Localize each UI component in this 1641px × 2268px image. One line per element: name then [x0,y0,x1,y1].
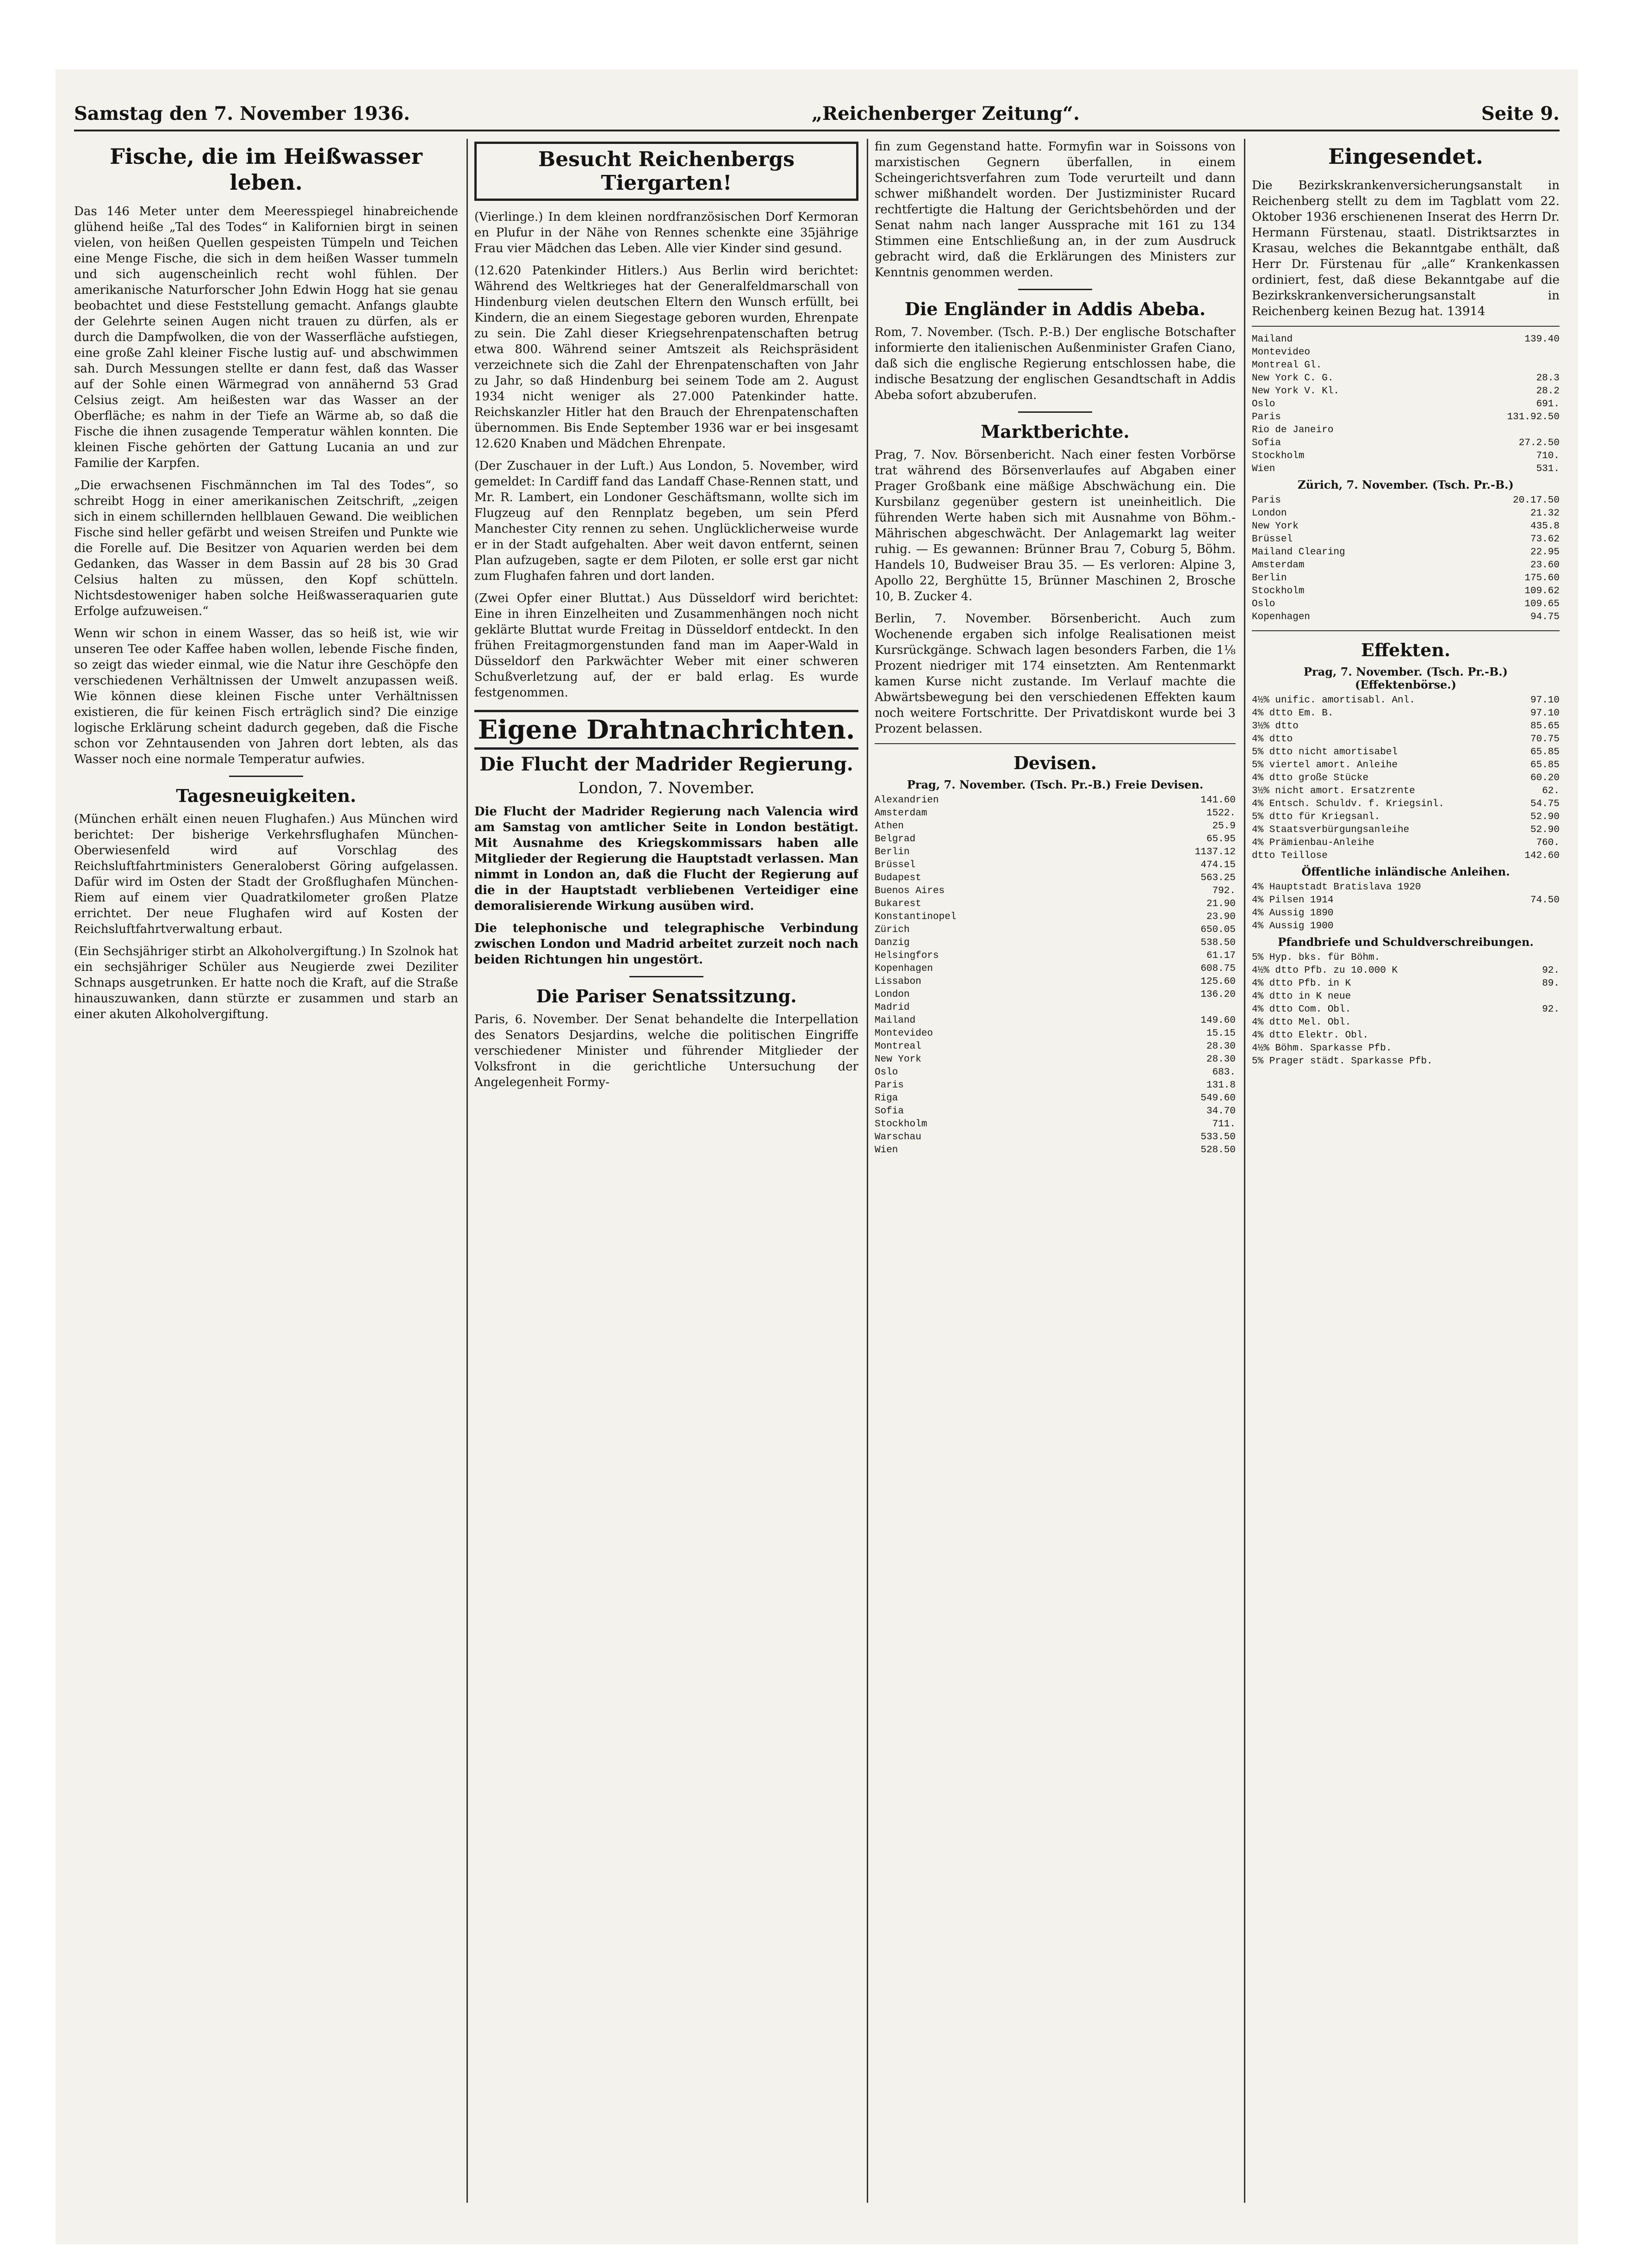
row-label: Amsterdam [1252,560,1305,571]
table-row [875,963,1236,976]
table-row [1252,1003,1560,1016]
headline-devisen: Devisen. [1013,752,1097,773]
table-row [1252,772,1560,785]
table-row [875,1014,1236,1027]
row-value: 28.2 [1536,386,1560,397]
row-value: 65.95 [1206,834,1236,845]
row-label: Montreal Gl. [1252,360,1322,371]
row-label: Athen [875,821,904,832]
row-value: 528.50 [1200,1145,1236,1156]
paragraph: Die Bezirkskrankenversicherungsanstalt in Reichenberg stellt zu dem im Tagblatt vom 22. Oktober 1936 erschienenen Inserat des Herrn Dr. Hermann Fürstenau, staatl. Distriktsarztes in Krasau, welches die Bekanntgabe enthält, daß Herr Dr. Fürstenau für „alle“ Krankenkassen ordiniert, fest, daß diese Bekanntgabe auf die Bezirkskrankenversicherungsanstalt in Reichenberg keinen Bezug hat. 13914 [1252,179,1560,318]
row-label: 4% dtto Em. B. [1252,708,1334,719]
row-label: New York V. Kl. [1252,386,1340,397]
row-value: 435.8 [1530,521,1560,532]
row-label: Amsterdam [875,808,927,819]
row-value: 691. [1536,399,1560,410]
row-label: 4½% unific. amortisabl. Anl. [1252,695,1415,706]
row-label: Zürich [875,925,910,935]
row-value [1509,1016,1560,1029]
paragraph: (Der Zuschauer in der Luft.) Aus London, 5. November, wird gemeldet: In Cardiff fand das Landaff Chase-Rennen statt, und Mr. R. Lambert, ein Londoner Geschäftsmann, wollte sich im Flugzeug auf den Rennplatz begeben, um sein Pferd Manchester City rennen zu sehen. Unglücklicherweise wurde er in der Stadt aufgehalten. Aber weit davon entfernt, seinen Plan aufzugeben, sagte er dem Piloten, er solle erst gar nicht zum Flughafen fahren und dort landen. [474,459,858,583]
zurich-rows [1252,494,1560,624]
row-value: 760. [1536,838,1560,848]
table-row [875,1092,1236,1105]
headline-marktberichte: Marktberichte. [981,421,1130,442]
headline-madrid: Die Flucht der Madrider Regierung. [479,753,853,775]
table-row [1252,977,1560,990]
table-row [875,911,1236,924]
table-caption: Prag, 7. November. (Tsch. Pr.-B.) (Effektenbörse.) [1304,665,1508,691]
table-row [1252,450,1560,463]
table-row [1252,707,1560,720]
row-label: 4% Staatsverbürgungsanleihe [1252,825,1410,835]
table-row [1252,507,1560,520]
divider [1018,411,1092,413]
table-row [1252,837,1560,850]
headline-eingesendet: Eingesendet. [1328,144,1483,169]
row-value: 149.60 [1200,1015,1236,1026]
row-label: dtto Teillose [1252,851,1328,861]
row-value: 21.90 [1206,899,1236,909]
row-label: Montreal [875,1041,921,1052]
table-row [1252,398,1560,411]
table-row [875,1118,1236,1131]
row-label: Konstantinopel [875,912,957,922]
table-row [875,833,1236,846]
table-row [1252,611,1560,624]
table-row [875,1105,1236,1118]
table-row [875,1053,1236,1066]
table-row [1252,533,1560,546]
table-row [1252,1029,1560,1042]
row-value: 563.25 [1200,873,1236,883]
row-label: 4% Aussig 1900 [1252,921,1334,932]
row-value: 21.32 [1530,508,1560,519]
row-value [1185,1001,1236,1014]
table-row [1252,372,1560,385]
column-rule [1244,139,1245,2203]
table-row [1252,572,1560,585]
row-label: Montevideo [1252,347,1311,358]
row-label: 4% Pilsen 1914 [1252,895,1334,906]
paragraph: „Die erwachsenen Fischmännchen im Tal des Todes“, so schreibt Hogg in einer amerikanischen Zeitschrift, „zeigen sich in einem schillernden hellblauen Gewand. Die weiblichen Fische sind heller gefärbt und weisen Streifen und Punkte wie die Forelle auf. Die Besitzer von Aquarien werden bei dem Gedanken, das Wasser in dem Bassin auf 28 bis 30 Grad Celsius halten zu müssen, den Kopf schütteln. Nichtsdestoweniger haben solche Heißwasseraquarien gute Erfolge aufzuweisen.“ [74,478,458,618]
row-value: 20.17.50 [1513,495,1560,506]
row-value: 34.70 [1206,1106,1236,1117]
row-value: 89. [1542,978,1560,989]
table-row [1252,990,1560,1003]
section-banner-drahtnachrichten: Eigene Drahtnachrichten. [474,710,858,750]
table-row [1252,746,1560,759]
row-label: London [875,989,910,1000]
row-value [1509,907,1560,920]
row-label: Warschau [875,1132,921,1143]
row-value: 531. [1536,464,1560,474]
row-label: 5% viertel amort. Anleihe [1252,760,1398,770]
row-label: Mailand [1252,334,1293,345]
row-label: Kopenhagen [875,963,933,974]
table-row [1252,1055,1560,1068]
paragraph: (München erhält einen neuen Flughafen.) Aus München wird berichtet: Der bisherige Verkehrsflughafen München-Oberwiesenfeld wird auf Vorschlag des Reichsluftfahrtministers Generaloberst Göring aufgelassen. Dafür wird im Osten der Stadt der Großflughafen München-Riem auf einem vier Quadratkilometer großen Platze errichtet. Der neue Flughafen wird auf Kosten der Reichsluftfahrtverwaltung erbaut. [74,812,458,936]
table-row [1252,759,1560,772]
table-row [1252,894,1560,907]
row-value: 74.50 [1530,895,1560,906]
row-label: Madrid [875,1002,910,1013]
row-label: Brüssel [875,860,916,870]
row-value: 538.50 [1200,938,1236,948]
row-label: 4% dtto in K neue [1252,991,1351,1002]
row-label: 4% Hauptstadt Bratislava 1920 [1252,882,1421,893]
row-value: 97.10 [1530,708,1560,719]
table-row [875,1066,1236,1079]
table-row [875,1131,1236,1144]
row-value [1509,359,1560,372]
table-row [1252,811,1560,824]
table-row [1252,424,1560,437]
row-label: 4% Entsch. Schuldv. f. Kriegsinl. [1252,799,1444,809]
paragraph: Die Flucht der Madrider Regierung nach Valencia wird am Samstag von amtlicher Seite in London bestätigt. Mit Ausnahme des Kriegskommissars haben alle Mitglieder der Regierung die Hauptstadt verlassen. Man nimmt in London an, daß die Flucht der Regierung auf die in der Hauptstadt verbliebenen Verteidiger eine demoralisierende Wirkung ausüben wird. [474,805,858,913]
table-row [1252,850,1560,863]
row-label: Oslo [1252,399,1275,410]
row-label: Rio de Janeiro [1252,425,1334,435]
table-row [1252,598,1560,611]
row-value: 109.65 [1524,599,1560,609]
row-value: 27.2.50 [1518,438,1560,448]
row-label: Mailand Clearing [1252,547,1345,558]
row-value: 608.75 [1200,963,1236,974]
row-value: 28.30 [1206,1054,1236,1065]
row-label: New York C. G. [1252,373,1334,384]
paragraph: (12.620 Patenkinder Hitlers.) Aus Berlin wird berichtet: Während des Weltkrieges hat der Generalfeldmarschall von Hindenburg vielen deutschen Eltern den Wunsch erfüllt, bei Kindern, die an einem Siegestage geboren wurden, Ehrenpate zu sein. Die Zahl dieser Kriegsehrenpatenschaften betrug etwa 800. Während seiner Amtszeit als Reichspräsident verzeichnete sich die Zahl der Ehrenpatenschaften von Jahr zu Jahr, so daß Hindenburg bei seinem Tode am 2. August 1934 nicht weniger als 27.000 Patenkinder hatte. Reichskanzler Hitler hat den Brauch der Ehrenpatenschaften übernommen. Bis Ende September 1936 war er bei insgesamt 12.620 Knaben und Mädchen Ehrenpate. [474,264,858,451]
row-value: 650.05 [1200,925,1236,935]
row-value: 61.17 [1206,951,1236,961]
effekten-rows [1252,694,1560,863]
row-value: 62. [1542,786,1560,796]
row-value: 54.75 [1530,799,1560,809]
row-label: Paris [875,1080,904,1091]
row-value: 136.20 [1200,989,1236,1000]
paragraph: (Zwei Opfer einer Bluttat.) Aus Düsseldorf wird berichtet: Eine in ihren Einzelheiten und Zusammenhängen noch nicht geklärte Bluttat wurde Freitag in Düsseldorf entdeckt. In den frühen Freitagmorgenstunden fand man im Aaper-Wald in Düsseldorf den Parkwächter Weber mit einer schweren Schußverletzung auf, der er bald erlag. Es wurde festgenommen. [474,591,858,700]
row-label: Brüssel [1252,534,1293,545]
row-value: 141.60 [1200,795,1236,806]
row-label: 4% Aussig 1890 [1252,908,1334,919]
row-value: 94.75 [1530,612,1560,622]
row-label: Berlin [875,847,910,857]
row-label: 5% Prager städt. Sparkasse Pfb. [1252,1056,1433,1067]
row-value: 1522. [1206,808,1236,819]
pfand-rows [1252,951,1560,1068]
row-label: Lissabon [875,976,921,987]
column-rule [867,139,868,2203]
table-row [1252,585,1560,598]
kurs-table [1252,333,1560,624]
row-label: Stockholm [1252,451,1305,461]
table-row [1252,359,1560,372]
divider [229,776,303,777]
row-value: 52.90 [1530,825,1560,835]
row-label: Oslo [1252,599,1275,609]
row-label: 4% dtto [1252,734,1293,745]
divider [1018,289,1092,290]
row-value [1509,346,1560,359]
section-title-tagesneuigkeiten: Tagesneuigkeiten. [176,785,356,806]
paragraph: fin zum Gegenstand hatte. Formyfin war in Soissons von marxistischen Gegnern überfallen, in einem Scheingerichtsverfahren zum Tode verurteilt und dann schwer mißhandelt worden. Der Justizminister Rucard rechtfertigte die Haltung der Gerichtsbehörden und der Senat nahm nach langer Aussprache mit 161 zu 134 Stimmen eine Entschließung an, in der zum Ausdruck gebracht wird, daß die Erklärungen des Ministers zur Kenntnis genommen werden. [875,140,1236,280]
headline-addis-abeba: Die Engländer in Addis Abeba. [904,298,1206,319]
column-3 [875,139,1236,2203]
row-label: Bukarest [875,899,921,909]
row-value [1509,1042,1560,1055]
row-value: 85.65 [1530,721,1560,732]
row-value [1509,1055,1560,1068]
paragraph: (Vierlinge.) In dem kleinen nordfranzösischen Dorf Kermoran en Plufur in der Nähe von Rennes schenkte eine 35jährige Frau vier Mädchen das Leben. Alle vier Kinder sind gesund. [474,210,858,255]
row-label: Stockholm [875,1119,927,1130]
row-value: 15.15 [1206,1028,1236,1039]
row-label: Oslo [875,1067,898,1078]
paragraph: Das 146 Meter unter dem Meeresspiegel hinabreichende glühend heiße „Tal des Todes“ in Kalifornien birgt in seinen vielen, von heißen Quellen gespeisten Tümpeln und Teichen eine Menge Fische, die sich in dem heißen Wasser tummeln und sich augenscheinlich recht wohl fühlen. Der amerikanische Naturforscher John Edwin Hogg hat sie genau beobachtet und diese Feststellung gemacht. Anfangs glaubte der Gelehrte seinen Augen nicht trauen zu dürfen, als er durch die Dampfwolken, die von der Wasserfläche aufstiegen, eine große Zahl kleiner Fische lustig auf- und abschwimmen sah. Durch Messungen stellte er dann fest, daß das Wasser auf der Sohle einen Wärmegrad von annähernd 53 Grad Celsius zeigt. Am heißesten war das Wasser an der Oberfläche; es nahm in der Tiefe an Wärme ab, so daß die Fische die ihnen zusagende Temperatur wählen konnten. Die kleinen Fische gehörten der Gattung Lucania an und zur Familie der Karpfen. [74,205,458,470]
paragraph: Prag, 7. Nov. Börsenbericht. Nach einer festen Vorbörse trat während des Börsenverlaufes auf Abgaben einer Prager Großbank eine mäßige Abschwächung ein. Die Kursbilanz gegenüber gestern ist uneinheitlich. Die führenden Werte haben sich mit Ausnahme von Böhm.-Mährischen abgeschwächt. Der Anlagemarkt lag weiter ruhig. — Es gewannen: Brünner Brau 7, Coburg 5, Böhm. Handels 10, Budweiser Brau 35. — Es verloren: Alpine 3, Apollo 22, Berghütte 15, Brünner Maschinen 2, Brosche 10, B. Zucker 4. [875,448,1236,603]
table-row [875,1001,1236,1014]
row-value: 683. [1212,1067,1236,1078]
row-value: 23.60 [1530,560,1560,571]
row-value: 109.62 [1524,586,1560,597]
row-label: Sofia [1252,438,1281,448]
table-row [1252,785,1560,798]
row-label: Buenos Aires [875,886,945,896]
row-value [1509,881,1560,894]
row-label: 4% dtto Pfb. in K [1252,978,1351,989]
effekten-table [1252,665,1560,1068]
row-label: Alexandrien [875,795,939,806]
row-label: 4% dtto Mel. Obl. [1252,1017,1351,1028]
table-row [875,1144,1236,1157]
table-row [875,846,1236,859]
table-row [875,885,1236,898]
row-value: 142.60 [1524,851,1560,861]
row-value: 28.3 [1536,373,1560,384]
row-value: 1137.12 [1194,847,1236,857]
row-label: Wien [1252,464,1275,474]
row-label: Belgrad [875,834,916,845]
paragraph: Berlin, 7. November. Börsenbericht. Auch zum Wochenende ergaben sich infolge Realisationen meist Kursrückgänge. Schwach lagen besonders Farben, die 1⅛ Prozent niedriger mit 174 einsetzten. Am Rentenmarkt kamen Kurse nicht zustande. Im Verlauf machte die Abwärtsbewegung bei den verschiedenen Effekten kaum noch weitere Fortschritte. Der Privatdiskont wurde bei 3 Prozent belassen. [875,612,1236,736]
table-row [1252,546,1560,559]
row-label: 3½% nicht amort. Ersatzrente [1252,786,1415,796]
article-title-fische: Fische, die im Heißwasser leben. [110,144,423,195]
row-label: Wien [875,1145,898,1156]
paragraph: Rom, 7. November. (Tsch. P.-B.) Der englische Botschafter informierte den italienischen Außenminister Grafen Ciano, daß sich die englische Regierung entschlossen habe, die indische Besatzung der englischen Gesandtschaft in Addis Abeba sofort abzuberufen. [875,325,1236,402]
table-row [1252,964,1560,977]
table-row [875,1027,1236,1040]
table-caption: Öffentliche inländische Anleihen. [1301,865,1510,878]
row-value [1509,990,1560,1003]
row-label: London [1252,508,1287,519]
row-label: 5% dtto für Kriegsanl. [1252,812,1380,822]
table-row [1252,385,1560,398]
table-caption: Zürich, 7. November. (Tsch. Pr.-B.) [1298,478,1514,491]
table-row [875,859,1236,872]
table-caption: Pfandbriefe und Schuldverschreibungen. [1278,935,1534,949]
row-label: 5% dtto nicht amortisabel [1252,747,1398,758]
divider [1252,630,1560,631]
row-value: 65.85 [1530,760,1560,770]
row-value [1509,920,1560,933]
divider [1252,326,1560,327]
row-value: 97.10 [1530,695,1560,706]
paragraph: Paris, 6. November. Der Senat behandelte die Interpellation des Senators Desjardins, welche die politischen Eingriffe verschiedener Minister und führender Mitglieder der Volksfront in die gerichtliche Untersuchung der Angelegenheit Formy- [474,1013,858,1089]
row-value [1509,1029,1560,1042]
table-row [1252,437,1560,450]
table-row [1252,920,1560,933]
newspaper-page [56,69,1578,2244]
row-value: 131.92.50 [1507,412,1560,423]
headline-senat: Die Pariser Senatssitzung. [536,986,797,1007]
row-value: 474.15 [1200,860,1236,870]
row-value [1509,424,1560,437]
table-row [875,898,1236,911]
table-row [1252,733,1560,746]
page-number: Seite 9. [1481,102,1560,124]
anleihen-rows [1252,881,1560,933]
row-label: Budapest [875,873,921,883]
table-row [1252,1016,1560,1029]
row-label: Stockholm [1252,586,1305,597]
table-row [1252,333,1560,346]
table-row [1252,694,1560,707]
masthead: „Reichenberger Zeitung“. [811,102,1080,124]
row-value: 131.8 [1206,1080,1236,1091]
row-value: 22.95 [1530,547,1560,558]
row-label: Riga [875,1093,898,1104]
dateline: London, 7. November. [578,779,755,797]
table-row [1252,907,1560,920]
table-row [875,950,1236,963]
row-value: 52.90 [1530,812,1560,822]
table-row [1252,798,1560,811]
table-row [1252,411,1560,424]
divider [629,976,703,977]
column-1 [74,139,458,2203]
table-row [1252,1042,1560,1055]
table-row [1252,720,1560,733]
row-value: 92. [1542,965,1560,976]
row-value: 175.60 [1524,573,1560,584]
table-row [1252,881,1560,894]
row-value: 711. [1212,1119,1236,1130]
row-value: 25.9 [1212,821,1236,832]
row-value: 92. [1542,1004,1560,1015]
row-value: 710. [1536,451,1560,461]
table-row [875,820,1236,833]
row-label: Danzig [875,938,910,948]
table-row [1252,951,1560,964]
row-label: New York [875,1054,921,1065]
table-row [875,872,1236,885]
table-row [875,937,1236,950]
table-row [1252,463,1560,476]
row-value: 73.62 [1530,534,1560,545]
row-label: 4% Prämienbau-Anleihe [1252,838,1374,848]
row-value: 549.60 [1200,1093,1236,1104]
row-value: 139.40 [1524,334,1560,345]
row-value: 533.50 [1200,1132,1236,1143]
row-label: 4% dtto Com. Obl. [1252,1004,1351,1015]
row-label: Helsingfors [875,951,939,961]
paragraph: Die telephonische und telegraphische Verbindung zwischen London und Madrid arbeitet zurzeit noch nach beiden Richtungen hin ungestört. [474,921,858,967]
table-row [1252,559,1560,572]
table-row [1252,520,1560,533]
row-label: 3½% dtto [1252,721,1299,732]
row-label: 4% dtto Elektr. Obl. [1252,1030,1369,1041]
table-row [875,976,1236,988]
table-row [1252,824,1560,837]
row-value: 28.30 [1206,1041,1236,1052]
row-value: 23.90 [1206,912,1236,922]
row-label: 4½% Böhm. Sparkasse Pfb. [1252,1043,1392,1054]
row-label: Sofia [875,1106,904,1117]
row-label: Paris [1252,495,1281,506]
table-row [875,1040,1236,1053]
row-value: 125.60 [1200,976,1236,987]
row-label: Kopenhagen [1252,612,1311,622]
column-rule [466,139,468,2203]
row-label: New York [1252,521,1299,532]
row-value: 70.75 [1530,734,1560,745]
headline-effekten: Effekten. [1361,640,1451,660]
column-4 [1252,139,1560,2203]
row-label: Mailand [875,1015,916,1026]
row-label: Montevideo [875,1028,933,1039]
table-caption: Prag, 7. November. (Tsch. Pr.-B.) Freie Devisen. [907,778,1204,791]
row-value: 65.85 [1530,747,1560,758]
row-label: 4% dtto große Stücke [1252,773,1369,783]
divider [875,743,1236,744]
row-value: 792. [1212,886,1236,896]
table-row [875,807,1236,820]
tiergarten-ad: Besucht Reichenbergs Tiergarten! [474,142,858,201]
table-row [875,1079,1236,1092]
row-label: 4½% dtto Pfb. zu 10.000 K [1252,965,1398,976]
row-value [1509,951,1560,964]
running-head [74,97,1560,131]
paragraph: Wenn wir schon in einem Wasser, das so heiß ist, wie wir unseren Tee oder Kaffee haben wollen, lebende Fische finden, so zeigt das wieder einmal, wie die Natur ihre Geschöpfe den verschiedenen Verhältnissen der Umwelt anzupassen weiß. Wie können diese kleinen Fische unter Verhältnissen existieren, die für keinen Fisch erträglich sind? Die einzige logische Erklärung scheint dadurch gegeben, daß die Fische schon vor Zehntausenden von Jahren dort lebten, als das Wasser noch eine normale Temperatur aufwies. [74,627,458,766]
table-row [1252,494,1560,507]
column-2 [474,139,858,2203]
table-row [875,924,1236,937]
row-label: Berlin [1252,573,1287,584]
table-row [875,988,1236,1001]
row-label: 5% Hyp. bks. für Böhm. [1252,952,1380,963]
issue-date: Samstag den 7. November 1936. [74,102,410,124]
devisen-rows [875,794,1236,1157]
paragraph: (Ein Sechsjähriger stirbt an Alkoholvergiftung.) In Szolnok hat ein sechsjähriger Schüler aus Neugierde zwei Deziliter Schnaps ausgetrunken. Er hatte noch die Kraft, auf die Straße hinauszuwanken, dann stürzte er zusammen und starb an einer akuten Alkoholvergiftung. [74,944,458,1021]
table-row [875,794,1236,807]
kurs-rows [1252,333,1560,476]
devisen-table [875,778,1236,1157]
table-row [1252,346,1560,359]
row-value: 60.20 [1530,773,1560,783]
row-label: Paris [1252,412,1281,423]
